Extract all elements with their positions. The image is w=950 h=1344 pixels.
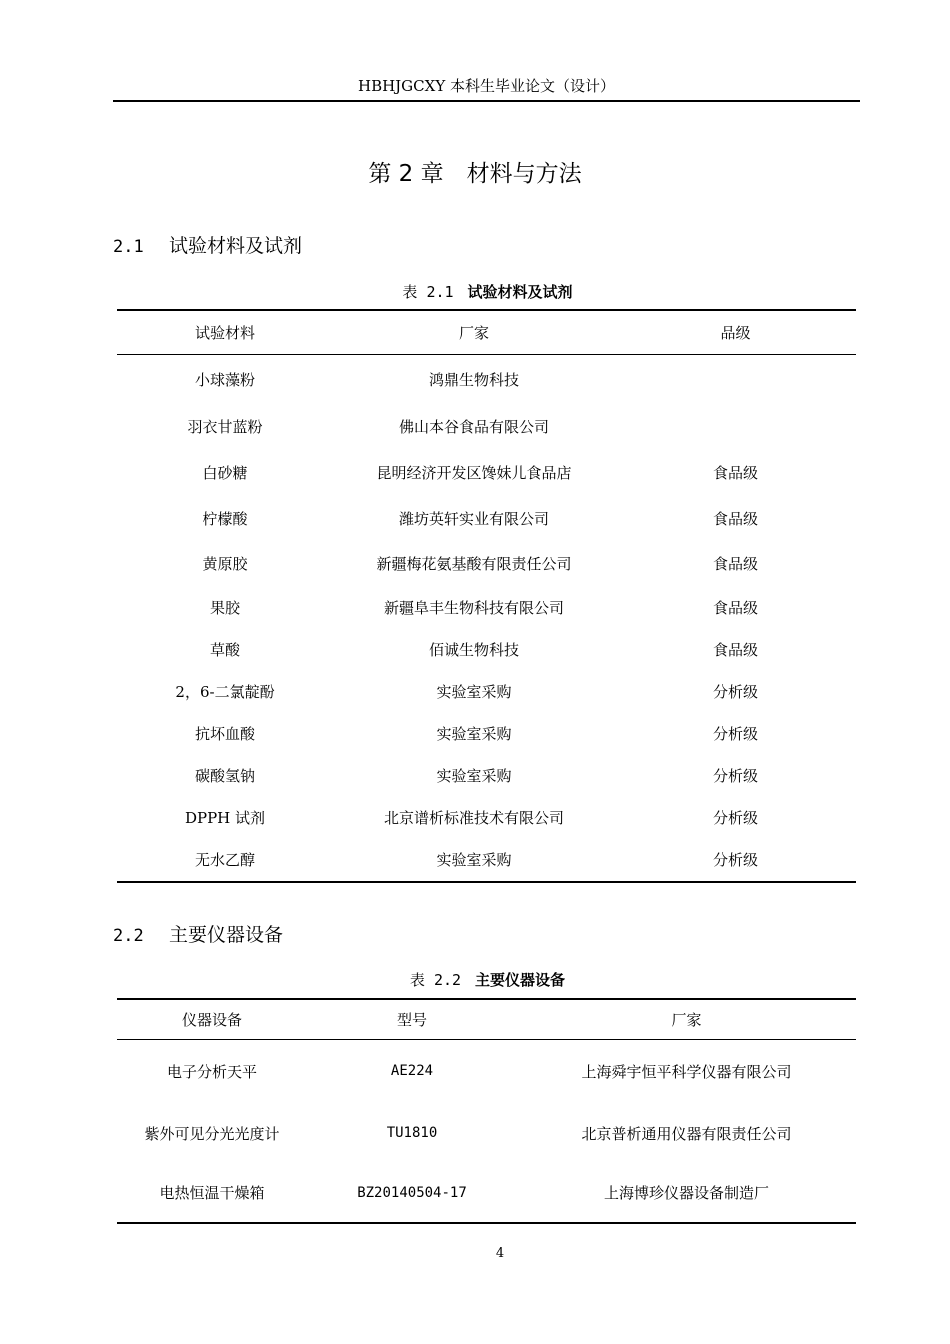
table-cell: 食品级: [712, 598, 758, 617]
table-row: [117, 449, 856, 495]
column-header: 仪器设备: [181, 1010, 242, 1029]
table-number: 表 2.1: [402, 283, 454, 301]
table-cell: TU1810: [386, 1125, 438, 1141]
column-header: 型号: [396, 1010, 427, 1029]
table-cell: 2，6-二氯靛酚: [175, 682, 275, 701]
header-rule: [113, 100, 860, 102]
table-row: [117, 1039, 856, 1103]
table-cell: 碳酸氢钠: [194, 766, 255, 785]
table-cell: 电热恒温干燥箱: [159, 1184, 265, 1202]
column-header: 试验材料: [194, 323, 255, 342]
table-cell: 羽衣甘蓝粉: [187, 418, 263, 436]
table-cell: 草酸: [209, 640, 240, 659]
table-cell: 食品级: [712, 509, 758, 528]
table-cell: 分析级: [712, 851, 758, 869]
table-cell: 佰诚生物科技: [428, 640, 519, 659]
section-title: 试验材料及试剂: [169, 235, 303, 257]
table-cell: 白砂糖: [202, 463, 248, 482]
table-cell: 果胶: [209, 598, 240, 617]
table-title: 主要仪器设备: [475, 971, 566, 989]
table-row: [117, 796, 856, 838]
table-cell: 佛山本谷食品有限公司: [398, 418, 549, 436]
table-cell: 实验室采购: [436, 851, 512, 869]
table-cell: BZ20140504-17: [357, 1184, 467, 1201]
table-cell: 潍坊英轩实业有限公司: [398, 509, 549, 528]
table-cell: 无水乙醇: [194, 851, 255, 869]
table-row: [117, 754, 856, 796]
table-row: [117, 354, 856, 404]
section-number: 2.1: [113, 237, 144, 257]
table-row: [117, 586, 856, 628]
table-cell: 食品级: [712, 555, 758, 573]
table-cell: 上海舜宇恒平科学仪器有限公司: [581, 1062, 792, 1081]
table-cell: DPPH 试剂: [184, 808, 266, 827]
table-cell: 分析级: [712, 682, 758, 701]
section-heading-2-2: [113, 922, 283, 949]
table-cell: 实验室采购: [436, 724, 512, 743]
table-cell: 分析级: [712, 766, 758, 785]
table-cell: 新疆梅花氨基酸有限责任公司: [376, 555, 572, 573]
table-cell: 食品级: [712, 640, 758, 659]
table-cell: 昆明经济开发区馋妹儿食品店: [376, 463, 572, 482]
materials-table: [117, 309, 856, 883]
table-cell: 上海博珍仪器设备制造厂: [603, 1184, 769, 1202]
table-row: [117, 838, 856, 882]
table-cell: 鸿鼎生物科技: [428, 370, 519, 389]
table-cell: 实验室采购: [436, 766, 512, 785]
section-number: 2.2: [113, 926, 144, 946]
table-cell: 实验室采购: [436, 682, 512, 701]
table-cell: [615, 354, 856, 404]
table-row: [117, 1103, 856, 1163]
table-row: [117, 670, 856, 712]
table-cell: 黄原胶: [202, 555, 248, 573]
table-cell: AE224: [390, 1063, 434, 1080]
table-cell: 抗坏血酸: [194, 724, 255, 743]
column-header: 品级: [720, 323, 751, 342]
table-header-row: [117, 310, 856, 354]
table-cell: 北京普析通用仪器有限责任公司: [581, 1124, 792, 1143]
table-cell: 柠檬酸: [202, 509, 248, 528]
table-caption-2-1: [0, 282, 950, 302]
chapter-title: 第 2 章 材料与方法: [368, 161, 582, 187]
column-header: 厂家: [458, 323, 489, 342]
table-cell: 电子分析天平: [166, 1062, 257, 1081]
section-heading-2-1: [113, 233, 302, 260]
section-title: 主要仪器设备: [169, 924, 284, 946]
running-header: HBHJGCXY 本科生毕业论文（设计）: [357, 77, 615, 95]
table-row: [117, 495, 856, 541]
table-cell: 分析级: [712, 724, 758, 743]
table-row: [117, 541, 856, 586]
column-header: 厂家: [671, 1010, 702, 1029]
page-number: 4: [495, 1246, 505, 1261]
table-caption-2-2: [0, 970, 950, 990]
table-cell: 食品级: [712, 463, 758, 482]
table-cell: 北京谱析标准技术有限公司: [383, 808, 564, 827]
equipment-table: [117, 998, 856, 1224]
table-row: [117, 1163, 856, 1223]
table-cell: [615, 404, 856, 449]
table-row: [117, 628, 856, 670]
table-cell: 小球藻粉: [194, 370, 255, 389]
table-cell: 分析级: [712, 808, 758, 827]
table-cell: 新疆阜丰生物科技有限公司: [383, 598, 564, 617]
table-number: 表 2.2: [409, 971, 462, 989]
table-header-row: [117, 999, 856, 1039]
table-row: [117, 404, 856, 449]
table-cell: 紫外可见分光光度计: [144, 1124, 280, 1143]
table-row: [117, 712, 856, 754]
table-title: 试验材料及试剂: [467, 283, 573, 301]
